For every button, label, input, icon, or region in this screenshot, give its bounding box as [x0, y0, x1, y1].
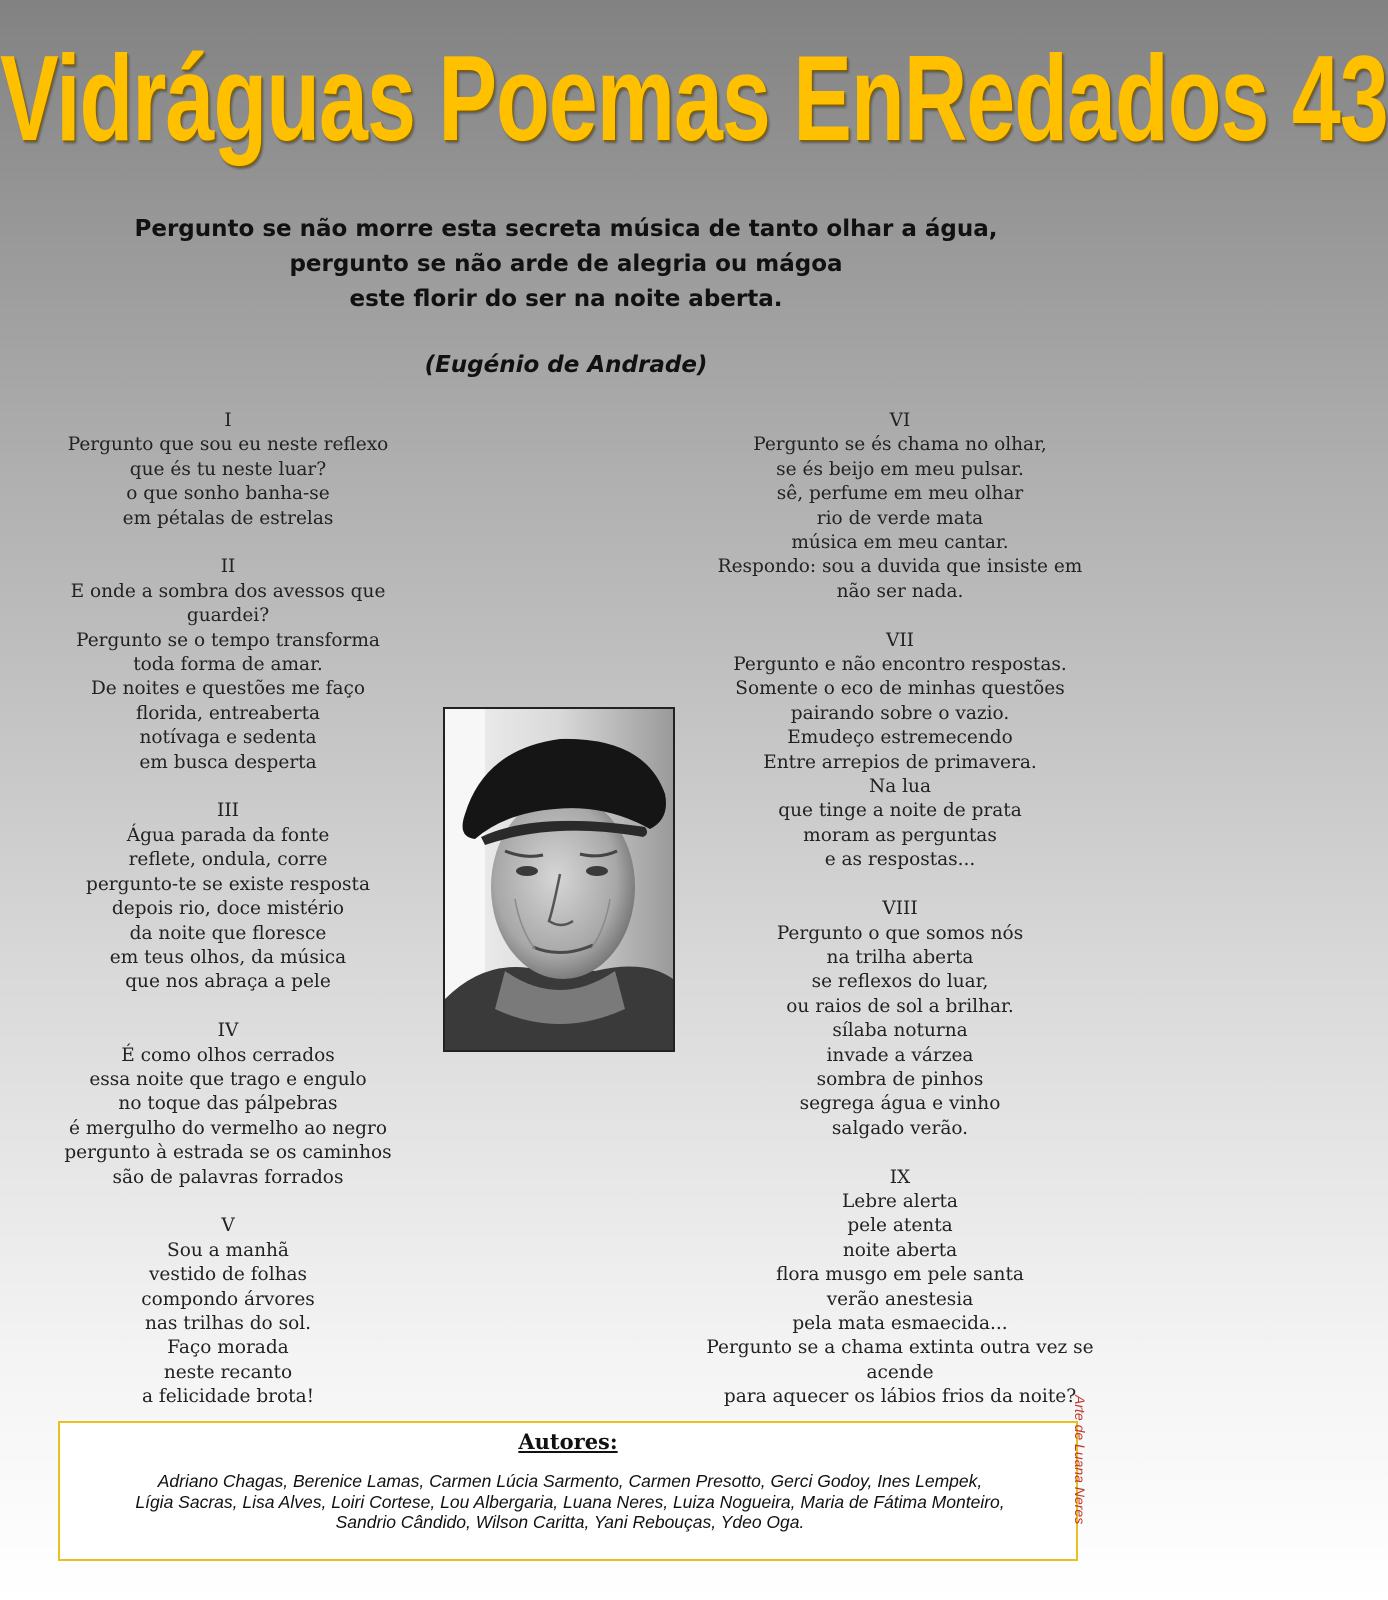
poem-line: É como olhos cerrados [121, 1044, 335, 1066]
art-credit-text: Arte de Luana Neres [1072, 1395, 1088, 1525]
poem-line: pergunto-te se existe resposta [86, 873, 370, 895]
poem-line: música em meu cantar. [791, 532, 1009, 554]
poem-line: notívaga e sedenta [139, 727, 317, 749]
poem-line: Pergunto se a chama extinta outra vez se [706, 1337, 1094, 1359]
poem-line: Somente o eco de minhas questões [735, 678, 1065, 700]
poem-line: De noites e questões me faço [90, 678, 366, 700]
poem-line: sombra de pinhos [816, 1068, 984, 1090]
portrait-photo [443, 707, 675, 1052]
poem-stanza [48, 555, 408, 775]
poem-line: em teus olhos, da música [109, 946, 347, 968]
poem-line: guardei? [186, 605, 270, 627]
poem-line: rio de verde mata [816, 507, 984, 529]
stanza-numeral: VII [886, 629, 914, 651]
poem-line: que tinge a noite de prata [778, 800, 1022, 822]
poem-line: vestido de folhas [148, 1264, 308, 1286]
poem-line: na trilha aberta [826, 946, 974, 968]
poem-line: Pergunto se és chama no olhar, [753, 434, 1047, 456]
poem-line: pele atenta [847, 1215, 953, 1237]
authors-heading: Autores: [518, 1429, 618, 1454]
poem-stanza [48, 409, 408, 531]
poem-line: pairando sobre o vazio. [790, 702, 1010, 724]
poem-stanza [48, 1214, 408, 1409]
poem-line: é mergulho do vermelho ao negro [69, 1117, 387, 1139]
epigraph-line: pergunto se não arde de alegria ou mágoa [289, 251, 843, 277]
poem-line: verão anestesia [826, 1288, 974, 1310]
poem-line: nas trilhas do sol. [144, 1312, 312, 1334]
stanza-numeral: VIII [882, 898, 918, 920]
poem-line: invade a várzea [826, 1044, 974, 1066]
poem-line: no toque das pálpebras [118, 1093, 338, 1115]
authors-line: Sandrio Cândido, Wilson Caritta, Yani Rebouças, Ydeo Oga. [335, 1512, 805, 1532]
epigraph-line: este florir do ser na noite aberta. [349, 286, 783, 312]
poem-line: se és beijo em meu pulsar. [776, 458, 1024, 480]
authors-line: Lígia Sacras, Lisa Alves, Loiri Cortese, Lou Albergaria, Luana Neres, Luiza Nogueira, Maria de Fátima Monteiro, [135, 1491, 1005, 1512]
stanza-numeral: VI [889, 410, 911, 431]
poem-line: moram as perguntas [803, 824, 997, 846]
poem-line: neste recanto [163, 1361, 293, 1383]
poem-line: flora musgo em pele santa [776, 1264, 1024, 1286]
poem-line: a felicidade brota! [141, 1386, 315, 1408]
poem-line: Pergunto que sou eu neste reflexo [67, 434, 389, 456]
poem-line: da noite que floresce [129, 922, 327, 944]
poem-line: pela mata esmaecida... [792, 1312, 1008, 1334]
poem-line: Na lua [869, 776, 931, 798]
stanza-numeral: V [221, 1215, 235, 1237]
stanza-numeral: IV [217, 1020, 239, 1042]
poem-line: ou raios de sol a brilhar. [786, 995, 1014, 1017]
poem-line: e as respostas... [824, 849, 976, 871]
authors-line: Adriano Chagas, Berenice Lamas, Carmen Lúcia Sarmento, Carmen Presotto, Gerci Godoy, Ines Lempek, [157, 1471, 983, 1491]
poem-line: acende [866, 1361, 934, 1383]
poem-line: não ser nada. [836, 580, 964, 602]
stanza-numeral: I [224, 410, 232, 431]
authors-list [80, 1471, 1060, 1533]
poem-line: que és tu neste luar? [129, 458, 327, 480]
poem-line: Faço morada [167, 1337, 289, 1359]
poem-line: sê, perfume em meu olhar [776, 483, 1024, 505]
poem-line: são de palavras forrados [112, 1166, 344, 1188]
poem-line: para aquecer os lábios frios da noite? [723, 1386, 1077, 1408]
poem-line: Pergunto o que somos nós [776, 922, 1024, 944]
stanza-numeral: IX [889, 1166, 911, 1188]
epigraph [0, 212, 1132, 317]
poem-stanza [700, 409, 1100, 604]
poem-line: em busca desperta [139, 751, 317, 773]
poem-line: Entre arrepios de primavera. [763, 751, 1037, 773]
poem-line: toda forma de amar. [133, 654, 323, 676]
poem-line: noite aberta [842, 1239, 958, 1261]
poem-line: florida, entreaberta [135, 702, 321, 724]
poem-line: em pétalas de estrelas [122, 507, 334, 529]
epigraph-author: (Eugénio de Andrade) [424, 352, 708, 378]
authors-box [58, 1421, 1078, 1561]
poem-line: que nos abraça a pele [125, 971, 331, 993]
poem-line: Sou a manhã [167, 1239, 289, 1261]
poem-line: reflete, ondula, corre [128, 849, 328, 871]
poem-line: E onde a sombra dos avessos que [70, 580, 386, 602]
poem-line: Emudeço estremecendo [787, 727, 1013, 749]
poem-line: pergunto à estrada se os caminhos [64, 1142, 392, 1164]
stanza-numeral: II [220, 556, 236, 578]
epigraph-line: Pergunto se não morre esta secreta música de tanto olhar a água, [134, 216, 998, 242]
poem-line: Pergunto se o tempo transforma [76, 629, 380, 651]
poem-line: Lebre alerta [842, 1190, 958, 1212]
poems-left-column [48, 409, 408, 1434]
poem-stanza [700, 629, 1100, 873]
poem-line: depois rio, doce mistério [111, 898, 345, 920]
poem-line: Respondo: sou a duvida que insiste em [717, 556, 1083, 578]
poem-stanza [48, 1019, 408, 1190]
poem-stanza [700, 897, 1100, 1141]
poem-line: o que sonho banha-se [126, 483, 330, 505]
poem-line: segrega água e vinho [799, 1093, 1001, 1115]
page-title: Vidráguas Poemas EnRedados 43 [0, 29, 1388, 167]
poems-right-column [700, 409, 1100, 1434]
poem-line: salgado verão. [831, 1117, 969, 1139]
poem-line: se reflexos do luar, [811, 971, 989, 993]
poem-line: Pergunto e não encontro respostas. [733, 654, 1067, 676]
stanza-numeral: III [217, 800, 239, 822]
poem-line: compondo árvores [141, 1288, 315, 1310]
portrait-photo-icon [445, 709, 673, 1050]
poem-stanza [48, 799, 408, 994]
poem-line: essa noite que trago e engulo [89, 1068, 367, 1090]
poem-stanza [700, 1166, 1100, 1410]
poem-line: sílaba noturna [832, 1020, 968, 1042]
poem-line: Água parada da fonte [126, 824, 330, 846]
